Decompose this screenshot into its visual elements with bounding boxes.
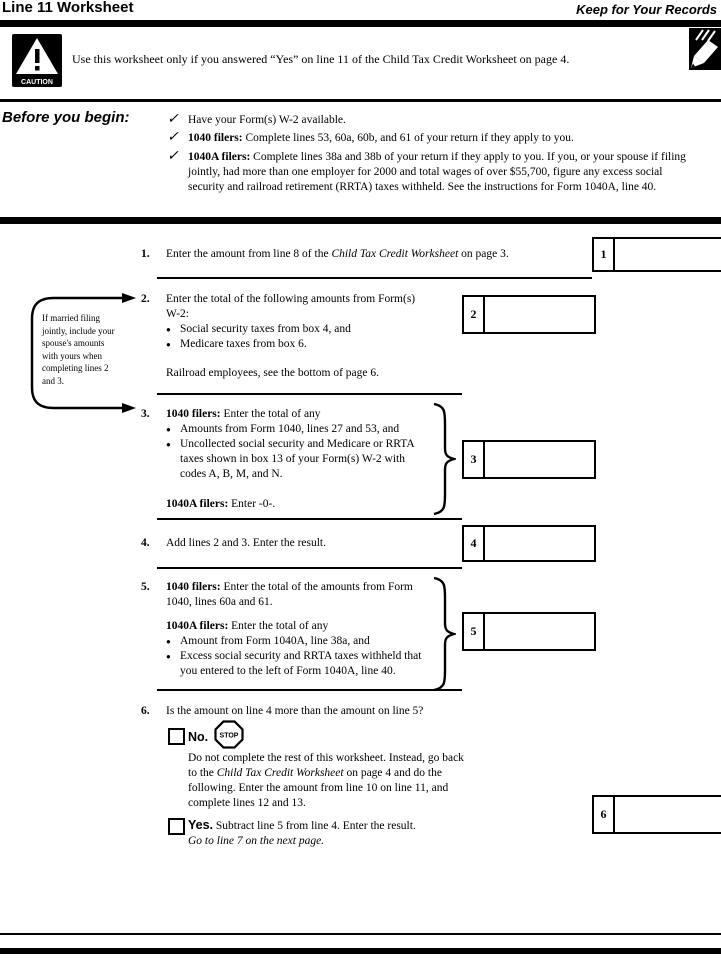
bullet-icon: ●	[166, 340, 171, 349]
line3-brace	[430, 402, 456, 516]
line5-bullets	[166, 634, 436, 679]
line5-entry-field[interactable]	[485, 614, 594, 649]
married-filing-callout-text: If married filing jointly, include your spouse's amounts with yours when completing lines 2 and 3.	[42, 313, 115, 386]
line1-entry-field[interactable]	[615, 239, 721, 270]
keep-for-records-label: Keep for Your Records	[576, 2, 717, 17]
line4-entry-field[interactable]	[485, 527, 594, 560]
list-item: ● Uncollected social security and Medicare or RRTA taxes shown in box 13 of your Form(s) W-2 with codes A, B, M, and N.	[166, 438, 415, 480]
line6-question: Is the amount on line 4 more than the amount on line 5?	[166, 705, 424, 717]
bullet-icon: ●	[166, 425, 171, 434]
caution-section-rule	[0, 99, 721, 102]
before-item-2: 1040 filers: Complete lines 53, 60a, 60b, and 61 of your return if they apply to you.	[188, 132, 574, 144]
line3-amount-box	[462, 440, 596, 479]
checkmark-icon: ✓	[167, 149, 179, 164]
line3-number: 3.	[141, 408, 150, 420]
caution-icon	[12, 34, 62, 87]
line5-brace	[430, 576, 456, 692]
line1-rule	[157, 277, 592, 279]
yes-instructions: Yes. Subtract line 5 from line 4. Enter the result. Go to line 7 on the next page.	[188, 818, 416, 847]
line3-1040a-text: 1040A filers: Enter -0-.	[166, 498, 276, 510]
line4-amount-box	[462, 525, 596, 562]
line2-rule	[157, 393, 462, 395]
line3-bullets	[166, 422, 418, 482]
line6-entry-field[interactable]	[615, 797, 721, 832]
section-divider-bar	[0, 217, 721, 224]
line2-railroad-note: Railroad employees, see the bottom of page 6.	[166, 367, 380, 379]
list-item: ● Excess social security and RRTA taxes withheld that you entered to the left of Form 1040A, line 40.	[166, 650, 422, 677]
no-checkbox[interactable]	[168, 728, 185, 745]
line4-box-number: 4	[464, 527, 485, 560]
pencil-icon	[689, 28, 721, 70]
line1-box-number: 1	[594, 239, 615, 270]
line5-number: 5.	[141, 581, 150, 593]
line3-box-number: 3	[464, 442, 485, 477]
line5-amount-box	[462, 612, 596, 651]
line2-text: Enter the total of the following amounts from Form(s) W-2:	[166, 293, 416, 320]
line4-text: Add lines 2 and 3. Enter the result.	[166, 537, 327, 549]
line4-rule	[157, 567, 462, 569]
before-item-3: 1040A filers: Complete lines 38a and 38b of your return if they apply to you. If you, or your spouse if filing jointly, had more than one employer for 2000 and total wages of over $55,700, figure any excess social security and railroad retirement (RRTA) taxes withheld. See the instructions for Form 1040A, line 40.	[188, 151, 686, 193]
svg-text:CAUTION: CAUTION	[21, 79, 53, 86]
line2-number: 2.	[141, 293, 150, 305]
line1-number: 1.	[141, 248, 150, 260]
before-item-1: Have your Form(s) W-2 available.	[188, 114, 346, 126]
bullet-icon: ●	[166, 440, 171, 449]
checkmark-icon: ✓	[167, 112, 179, 127]
line1-text: Enter the amount from line 8 of the Child Tax Credit Worksheet on page 3.	[166, 248, 509, 260]
line2-entry-field[interactable]	[485, 297, 594, 332]
bullet-icon: ●	[166, 637, 171, 646]
line6-box-number: 6	[594, 797, 615, 832]
line6-amount-box	[592, 795, 721, 834]
before-you-begin-label: Before you begin:	[2, 109, 130, 126]
list-item: ● Medicare taxes from box 6.	[166, 338, 307, 350]
line4-number: 4.	[141, 537, 150, 549]
no-label: No.	[188, 730, 209, 744]
no-instructions: Do not complete the rest of this worksheet. Instead, go back to the Child Tax Credit Worksheet on page 4 and do the following. Enter the amount from line 10 on line 11, and complete lines 12 and 13.	[188, 752, 464, 809]
line5-rule	[157, 689, 462, 691]
line2-amount-box	[462, 295, 596, 334]
line3-text: 1040 filers: Enter the total of any	[166, 408, 321, 420]
line3-entry-field[interactable]	[485, 442, 594, 477]
line2-box-number: 2	[464, 297, 485, 332]
list-item: ● Amount from Form 1040A, line 38a, and	[166, 635, 370, 647]
header-rule	[0, 20, 721, 27]
footer-thin-rule	[0, 933, 721, 935]
line5-1040-text: 1040 filers: Enter the total of the amounts from Form 1040, lines 60a and 61.	[166, 581, 413, 608]
stop-icon	[214, 720, 244, 749]
line3-rule	[157, 518, 462, 520]
checkmark-icon: ✓	[167, 130, 179, 145]
line5-1040a-text: 1040A filers: Enter the total of any	[166, 620, 329, 632]
line5-box-number: 5	[464, 614, 485, 649]
line1-amount-box	[592, 237, 721, 272]
bullet-icon: ●	[166, 325, 171, 334]
caution-text: Use this worksheet only if you answered “Yes” on line 11 of the Child Tax Credit Worksheet on page 4.	[72, 52, 570, 66]
yes-checkbox[interactable]	[168, 818, 185, 835]
footer-thick-bar	[0, 948, 721, 954]
list-item: ● Social security taxes from box 4, and	[166, 323, 351, 335]
page-title: Line 11 Worksheet	[2, 0, 134, 16]
svg-text:STOP: STOP	[219, 732, 239, 740]
bullet-icon: ●	[166, 652, 171, 661]
list-item: ● Amounts from Form 1040, lines 27 and 53, and	[166, 423, 400, 435]
line6-number: 6.	[141, 705, 150, 717]
line2-bullets	[166, 322, 446, 352]
